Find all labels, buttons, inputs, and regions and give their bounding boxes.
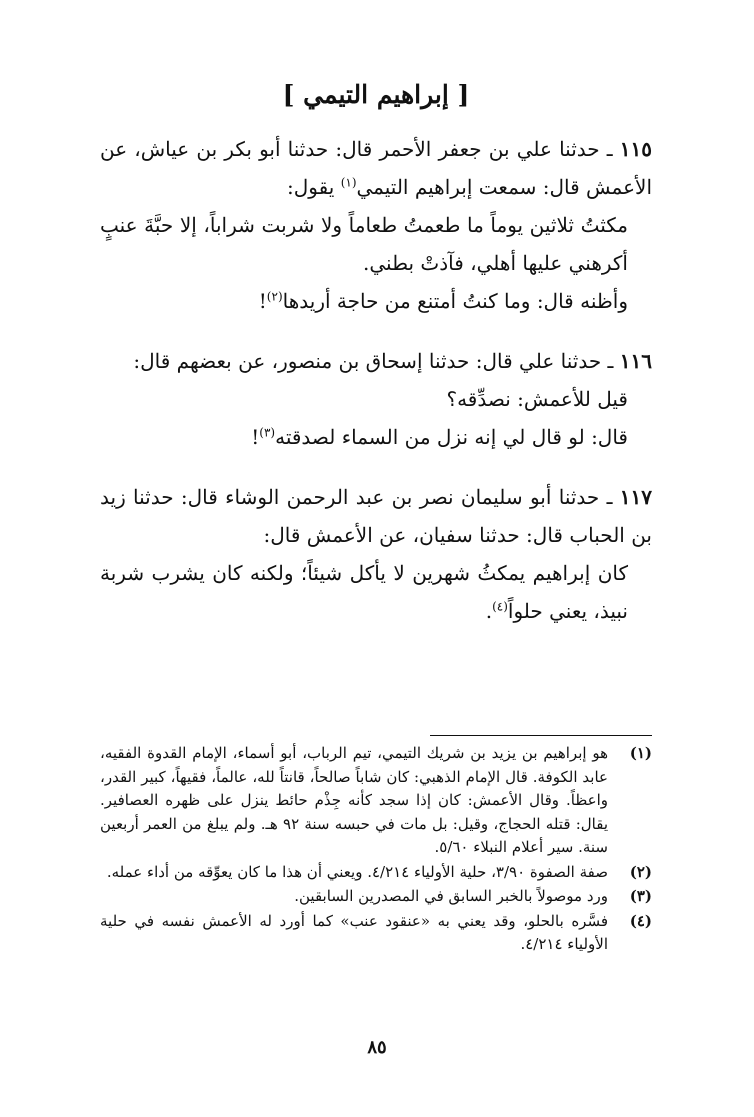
entry-text: قال: لو قال لي إنه نزل من السماء لصدقته <box>275 425 628 449</box>
footnote-mark: (٤) <box>629 911 652 930</box>
footnote-mark: (٢) <box>629 862 652 881</box>
entry-116-p3 <box>100 418 652 456</box>
entry-text: ـ حدثنا علي بن جعفر الأحمر قال: حدثنا أبو بكر بن عياش، عن الأعمش قال: سمعت إبراهيم التيمي <box>100 137 652 199</box>
spacer <box>100 456 652 478</box>
entry-115-p1 <box>100 130 652 206</box>
entry-116-p1 <box>100 342 652 380</box>
entry-text: ـ حدثنا أبو سليمان نصر بن عبد الرحمن الوشاء قال: حدثنا زيد بن الحباب قال: حدثنا سفيان، عن الأعمش قال: <box>100 485 652 547</box>
entry-text: . <box>485 599 493 623</box>
entry-text: ! <box>251 425 260 449</box>
entry-number: ١١٧ <box>619 485 652 509</box>
entry-116-p2: قيل للأعمش: نصدِّقه؟ <box>446 387 628 411</box>
footnote-3 <box>100 885 652 909</box>
page-number: ٨٥ <box>367 1037 387 1058</box>
spacer <box>100 320 652 342</box>
footnote-mark: (١) <box>629 744 652 762</box>
entry-number: ١١٥ <box>619 137 652 161</box>
entry-117-p1 <box>100 478 652 554</box>
footnote-ref[interactable]: (٢) <box>266 289 283 304</box>
entry-text: يقول: <box>287 175 341 199</box>
footnote-separator <box>430 735 652 736</box>
section-title: [ إبراهيم التيمي ] <box>282 80 470 109</box>
footnote-4 <box>100 910 652 957</box>
footnote-ref[interactable]: (٤) <box>492 599 508 614</box>
footnote-text: ورد موصولاً بالخبر السابق في المصدرين السابقين. <box>294 887 608 905</box>
footnote-text: صفة الصفوة ٣/٩٠، حلية الأولياء ٤/٢١٤. ويعني أن هذا ما كان يعوِّقه من أداء عمله. <box>106 862 608 881</box>
footnote-ref[interactable]: (١) <box>340 175 357 190</box>
footnotes <box>100 742 652 958</box>
footnote-ref[interactable]: (٣) <box>259 425 276 440</box>
entry-text: كان إبراهيم يمكثُ شهرين لا يأكل شيئاً؛ ولكنه كان يشرب شربة نبيذ، يعني حلواً <box>100 561 628 623</box>
entry-text: ! <box>258 289 267 313</box>
entry-117-p2 <box>100 554 652 630</box>
entry-number: ١١٦ <box>619 349 652 373</box>
entry-text: وأظنه قال: وما كنتُ أمتنع من حاجة أريدها <box>282 289 628 313</box>
footnote-text: هو إبراهيم بن يزيد بن شريك التيمي، تيم الرباب، أبو أسماء، الإمام القدوة الفقيه، عابد الكوفة. قال الإمام الذهبي: كان شاباً صالحاً، قانتاً لله، عالماً، فقيهاً، كبير القدر، واعظاً. وقال الأعمش: كان إذا سجد كأنه جِذْم حائط ينزل على ظهره العصافير. يقال: قتله الحجاج، وقيل: بل مات في حبسه سنة ٩٢ هـ. ولم يبلغ من العمر أربعين سنة. سير أعلام النبلاء ٥/٦٠. <box>100 744 608 856</box>
footnote-mark: (٣) <box>629 887 652 905</box>
main-text <box>100 78 652 630</box>
footnote-1 <box>100 742 652 860</box>
entry-text: ـ حدثنا علي قال: حدثنا إسحاق بن منصور، عن بعضهم قال: <box>133 349 620 373</box>
entry-115-p3 <box>100 282 652 320</box>
footnote-text: فسَّره بالحلو، وقد يعني به «عنقود عنب» كما أورد له الأعمش نفسه في حلية الأولياء ٤/٢١٤. <box>100 911 608 953</box>
entry-115-p2: مكثتُ ثلاثين يوماً ما طعمتُ طعاماً ولا شربت شراباً، إلا حبَّةَ عنبٍ أكرهني عليها أهلي، فآذتْ بطني. <box>100 213 628 275</box>
footnote-2 <box>100 861 652 885</box>
